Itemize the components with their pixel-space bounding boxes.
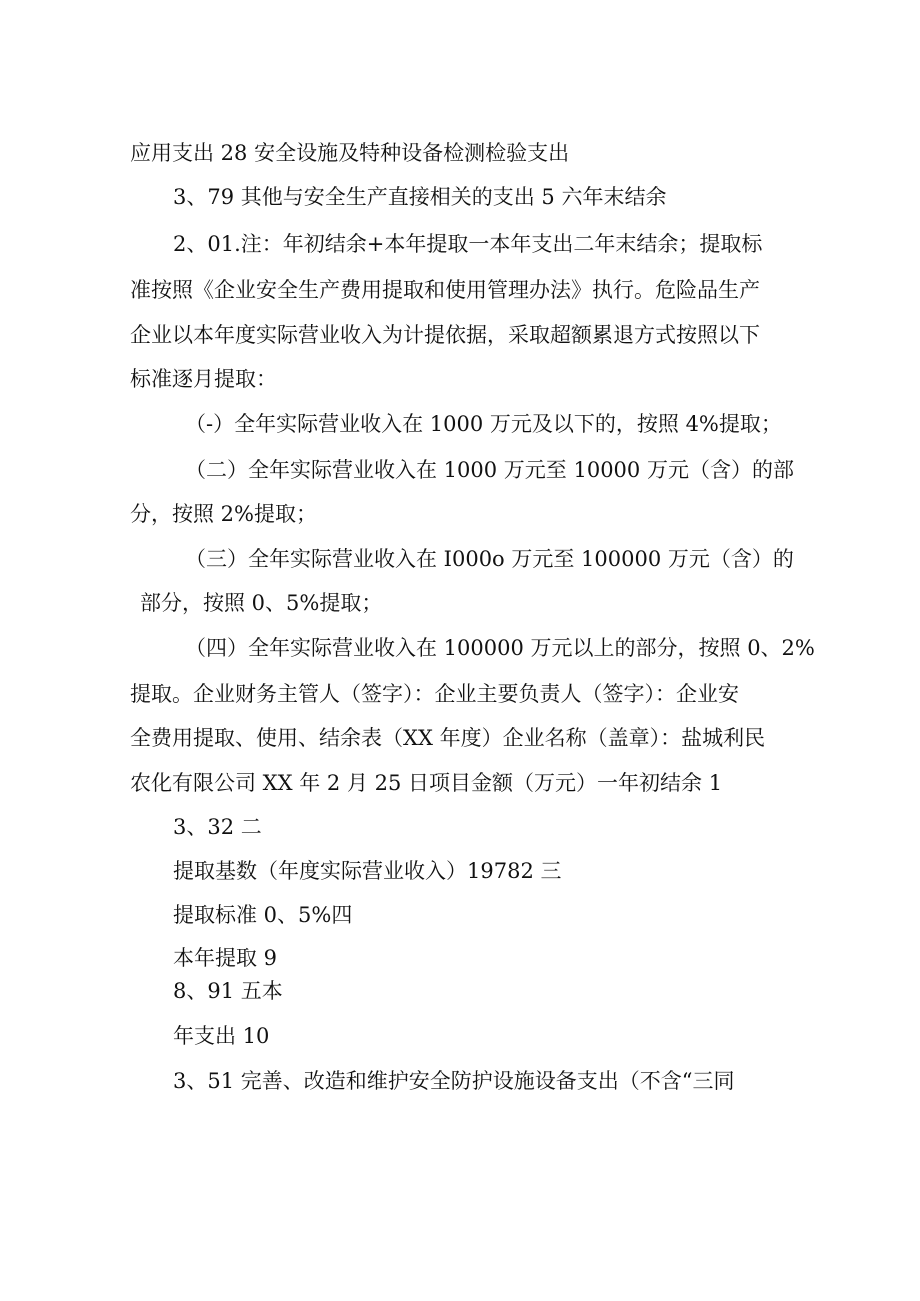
text-line-1: 应用支出 28 安全设施及特种设备检测检验支出 bbox=[130, 141, 570, 165]
text-line-14: 全费用提取、使用、结余表（XX 年度）企业名称（盖章）：盐城利民 bbox=[130, 726, 766, 750]
text-line-16: 3、32 二 bbox=[173, 815, 262, 839]
text-line-7: （-）全年实际营业收入在 1000 万元及以下的，按照 4%提取； bbox=[185, 412, 782, 436]
text-line-22: 3、51 完善、改造和维护安全防护设施设备支出（不含“三同 bbox=[173, 1069, 735, 1093]
text-line-18: 提取标准 0、5%四 bbox=[173, 903, 353, 927]
text-line-13: 提取。企业财务主管人（签字）：企业主要负责人（签字）：企业安 bbox=[130, 682, 739, 706]
text-line-3: 2、01.注：年初结余+本年提取一本年支出二年末结余；提取标 bbox=[173, 232, 763, 256]
text-line-19: 本年提取 9 bbox=[173, 946, 278, 970]
text-line-10: （三）全年实际营业收入在 I000o 万元至 100000 万元（含）的 bbox=[185, 547, 794, 571]
text-line-8: （二）全年实际营业收入在 1000 万元至 10000 万元（含）的部 bbox=[185, 458, 794, 482]
text-line-11: 部分，按照 0、5%提取； bbox=[140, 591, 383, 615]
text-line-4: 准按照《企业安全生产费用提取和使用管理办法》执行。危险品生产 bbox=[130, 278, 760, 302]
text-line-17: 提取基数（年度实际营业收入）19782 三 bbox=[173, 859, 562, 883]
text-line-5: 企业以本年度实际营业收入为计提依据，采取超额累退方式按照以下 bbox=[130, 323, 760, 347]
text-line-20: 8、91 五本 bbox=[173, 979, 283, 1003]
text-line-12: （四）全年实际营业收入在 100000 万元以上的部分，按照 0、2% bbox=[185, 636, 815, 660]
text-line-6: 标准逐月提取： bbox=[130, 367, 277, 391]
text-line-15: 农化有限公司 XX 年 2 月 25 日项目金额（万元）一年初结余 1 bbox=[130, 771, 723, 795]
text-line-9: 分，按照 2%提取； bbox=[130, 502, 317, 526]
text-line-21: 年支出 10 bbox=[173, 1024, 270, 1048]
text-line-2: 3、79 其他与安全生产直接相关的支出 5 六年末结余 bbox=[173, 185, 667, 209]
